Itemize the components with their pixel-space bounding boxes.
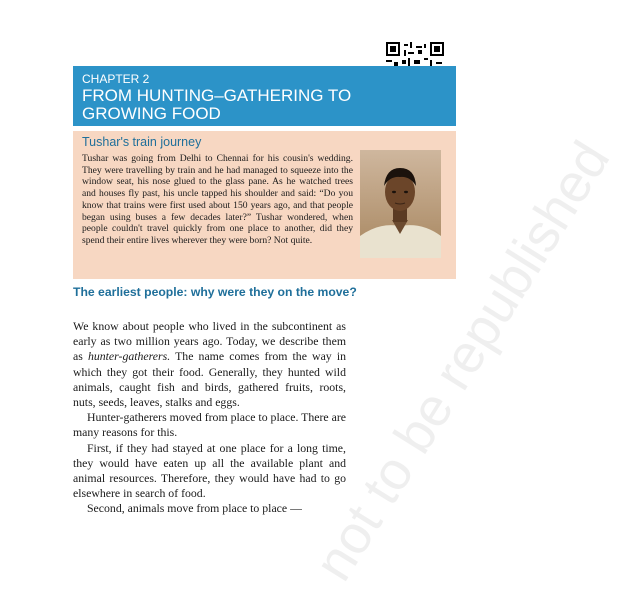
paragraph-3: First, if they had stayed at one place for a long time, they would have eaten up all the available plant and animal resources. Therefore, they would have had to go elsewhere in search of food.	[73, 440, 346, 501]
section-heading: The earliest people: why were they on the move?	[73, 285, 357, 299]
emphasized-term: hunter-gatherers.	[87, 349, 171, 364]
story-box	[73, 131, 456, 279]
paragraph-2: Hunter-gatherers moved from place to place. There are many reasons for this.	[73, 410, 346, 440]
body-text	[73, 319, 346, 517]
boy-photo	[360, 150, 441, 258]
chapter-label: CHAPTER 2	[82, 72, 150, 86]
story-text: Tushar was going from Delhi to Chennai for his cousin's wedding. They were travelling by train and he had managed to squeeze into the window seat, his nose glued to the glass pane. As he watched trees and houses fly past, his uncle tapped his shoulder and said: “Do you know that trains were first used about 150 years ago, and that people began using buses a few decades later?” Tushar wondered, when people couldn't travel quickly from one place to another, did they spend their entire lives wherever they were born? Not quite.	[82, 153, 353, 246]
paragraph-1: We know about people who lived in the subcontinent as early as two million years ago. Today, we describe them as hunter-gatherers. The name comes from the way in which they got their food. Generally, they hunted wild animals, caught fish and birds, gathered fruits, roots, nuts, seeds, leaves, stalks and eggs.	[73, 319, 346, 410]
chapter-banner	[73, 66, 456, 126]
watermark: not to be republished	[303, 131, 622, 591]
paragraph-4: Second, animals move from place to place —	[87, 501, 302, 516]
story-heading: Tushar's train journey	[82, 135, 202, 149]
chapter-title: FROM HUNTING–GATHERING TO GROWING FOOD	[82, 86, 352, 123]
